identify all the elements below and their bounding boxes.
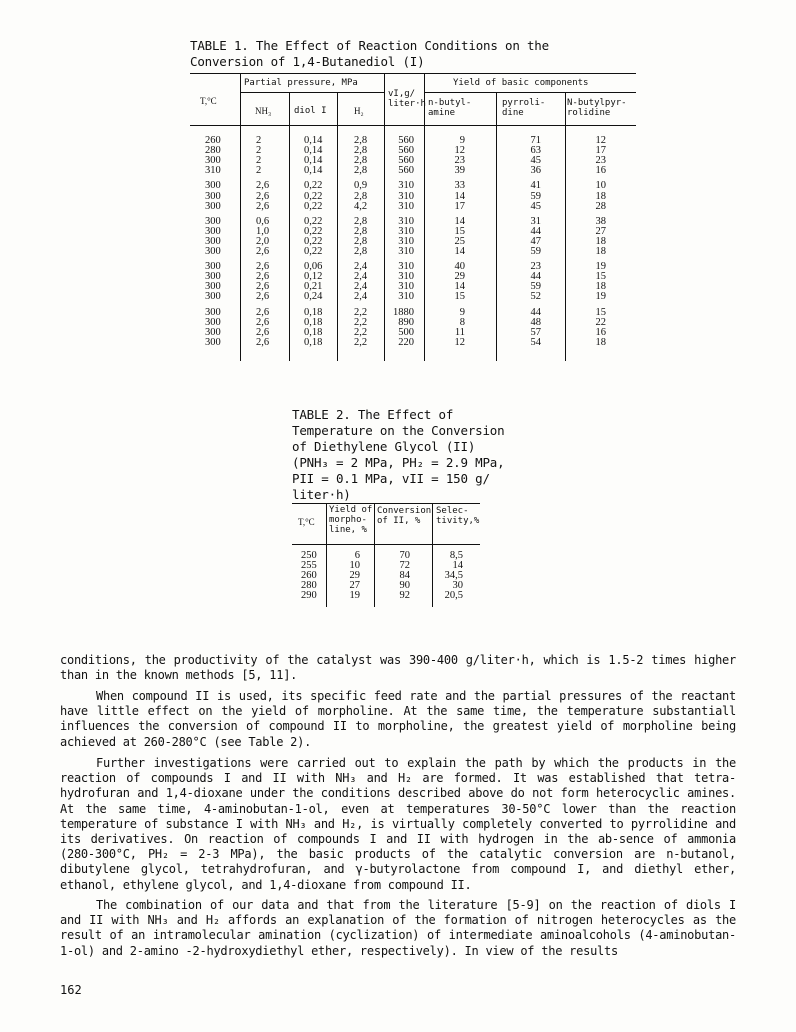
t1-cell: 2,8	[354, 135, 368, 146]
t1-header-nbutylpyrrolidine-l2: rolidine	[567, 108, 611, 118]
t2-cell: 70	[399, 550, 410, 561]
t1-cell: 2	[256, 135, 262, 146]
t2-cell: 6	[354, 550, 360, 561]
t1-cell: 300	[205, 200, 221, 212]
table2-caption-line: TABLE 2. The Effect of	[292, 407, 454, 422]
t1-cell: 560	[398, 145, 414, 157]
t1-cell: 560	[398, 135, 414, 146]
t1-cell: 2,6	[256, 200, 270, 212]
t2-header-conversion-l1: Conversion	[377, 506, 432, 516]
t1-cell: 11	[454, 326, 465, 338]
t1-cell: 17	[595, 145, 606, 157]
t1-cell: 25	[454, 235, 465, 247]
t1-cell: 9	[459, 135, 465, 146]
t1-cell: 15	[454, 291, 465, 303]
t1-cell: 2,6	[256, 246, 270, 257]
t1-cell: 38	[595, 215, 606, 227]
t1-cell: 1,0	[256, 225, 270, 237]
t1-cell: 23	[530, 261, 541, 273]
table2-top-rule	[292, 503, 480, 504]
t1-header-nbutylamine-l2: amine	[428, 108, 456, 118]
t2-header-selectivity	[436, 506, 479, 526]
t1-cell: 0,9	[354, 180, 368, 192]
paragraph-3: Further investigations were carried out to explain the path by which the products in the reaction of compounds I and II with NH₃ and H₂ are formed. It was established that tetra-hydrofuran and 1,4-dioxane under the conditions described above do not form heterocyclic amines. At the same time, 4-aminobutan-1-ol, even at temperatures 30-50°C lower than the reaction temperature of substance I with NH₃ and H₂, is virtually completely converted to pyrrolidine and its derivatives. On reaction of compounds I and II with hydrogen in the ab-sence of ammonia (280-300°C, PH₂ = 2-3 MPa), the basic products of the catalytic conversion are n-butanol, dibutylene glycol, tetrahydrofuran, and γ-butyrolactone from compound I, and diethyl ether, ethanol, ethylene glycol, and 1,4-dioxane from compound II.	[60, 756, 736, 892]
paragraph-2: When compound II is used, its specific feed rate and the partial pressures of the reactant have little effect on the yield of morpholine. At the same time, the temperature substantiall influences the conversion of compound II to morpholine, the greatest yield of morpholine being achieved at 260-280°C (see Table 2).	[60, 689, 736, 749]
t1-cell: 2,6	[256, 190, 270, 202]
table1-vline	[240, 73, 241, 361]
t2-header-yield-l3: line, %	[329, 525, 367, 535]
t2-cell: 14	[452, 560, 463, 572]
t1-cell: 15	[595, 306, 606, 318]
paragraph-1: conditions, the productivity of the catalyst was 390-400 g/liter·h, which is 1.5-2 times higher than in the known methods [5, 11].	[60, 653, 736, 683]
t1-cell: 310	[205, 165, 221, 177]
t1-cell: 310	[398, 261, 414, 273]
t1-cell: 57	[530, 326, 541, 338]
t1-cell: 12	[454, 336, 465, 348]
t1-cell: 2,2	[354, 326, 368, 338]
t1-cell: 19	[595, 291, 606, 303]
t1-cell: 500	[398, 326, 414, 338]
table2-caption-line: PII = 0.1 MPa, vII = 150 g/	[292, 471, 490, 486]
page-number: 162	[60, 983, 82, 997]
t1-cell: 41	[530, 180, 541, 192]
t1-cell: 2,0	[256, 235, 270, 247]
t1-cell: 0,18	[304, 316, 323, 328]
t1-cell: 14	[454, 215, 465, 227]
table1-vline	[289, 92, 290, 361]
t1-cell: 0,22	[304, 200, 323, 212]
t1-cell: 300	[205, 281, 221, 293]
t1-cell: 0,18	[304, 336, 323, 348]
t1-cell: 0,22	[304, 215, 323, 227]
t1-cell: 310	[398, 291, 414, 303]
t1-cell: 300	[205, 180, 221, 192]
t1-cell: 280	[205, 145, 221, 157]
t1-cell: 15	[454, 225, 465, 237]
t1-cell: 300	[205, 155, 221, 167]
t2-cell: 280	[301, 580, 317, 592]
t1-cell: 44	[530, 271, 541, 283]
t1-cell: 890	[398, 316, 414, 328]
t1-cell: 0,14	[304, 145, 323, 157]
t1-cell: 310	[398, 246, 414, 257]
t1-cell: 18	[595, 281, 606, 293]
t1-header-yield: Yield of basic components	[453, 78, 589, 88]
table2-caption-line: liter·h)	[292, 487, 351, 502]
t1-header-partial-pressure: Partial pressure, MPa	[244, 78, 358, 88]
t1-cell: 2,8	[354, 246, 368, 257]
t2-cell: 29	[349, 570, 360, 582]
t1-cell: 2	[256, 145, 262, 157]
t2-cell: 92	[399, 590, 410, 602]
t1-header-pyrrolidine-l1: pyrroli-	[502, 98, 546, 108]
t2-cell: 8,5	[449, 550, 463, 561]
t1-cell: 2,6	[256, 291, 270, 303]
t1-cell: 39	[454, 165, 465, 177]
t1-cell: 63	[530, 145, 541, 157]
t1-cell: 59	[530, 246, 541, 257]
t1-cell: 22	[595, 316, 606, 328]
t1-cell: 2,4	[354, 261, 368, 273]
t1-cell: 23	[595, 155, 606, 167]
t1-cell: 59	[530, 281, 541, 293]
t1-cell: 2,6	[256, 271, 270, 283]
t1-cell: 19	[595, 261, 606, 273]
t1-cell: 2,2	[354, 316, 368, 328]
t1-cell: 0,21	[304, 281, 323, 293]
table2-header-rule	[292, 544, 480, 545]
t1-cell: 59	[530, 190, 541, 202]
t1-cell: 300	[205, 246, 221, 257]
t1-header-nbutylpyrrolidine-l1: N-butylpyr-	[567, 98, 627, 108]
t2-header-selectivity-l1: Selec-	[436, 506, 469, 516]
t1-cell: 2,6	[256, 281, 270, 293]
t1-cell: 310	[398, 225, 414, 237]
t2-header-yield-l1: Yield of	[329, 505, 373, 515]
t2-cell: 72	[399, 560, 410, 572]
t1-cell: 2,8	[354, 235, 368, 247]
t1-header-nbutylamine	[428, 98, 471, 118]
t1-cell: 2,2	[354, 306, 368, 318]
t1-cell: 31	[530, 215, 541, 227]
t2-cell: 255	[301, 560, 317, 572]
t1-cell: 220	[398, 336, 414, 348]
t2-header-conversion	[377, 506, 431, 526]
t1-cell: 300	[205, 291, 221, 303]
table1-top-rule	[190, 73, 636, 74]
t1-cell: 4,2	[354, 200, 368, 212]
t1-cell: 27	[595, 225, 606, 237]
t2-header-conversion-l2: of II, %	[377, 516, 421, 526]
t1-cell: 40	[454, 261, 465, 273]
t1-header-pyrrolidine	[502, 98, 545, 118]
t1-cell: 23	[454, 155, 465, 167]
t1-cell: 2,6	[256, 316, 270, 328]
t1-header-feed-rate-l2: liter·h	[388, 99, 426, 109]
t1-cell: 310	[398, 200, 414, 212]
t1-cell: 2,8	[354, 190, 368, 202]
t1-cell: 10	[595, 180, 606, 192]
t1-cell: 36	[530, 165, 541, 177]
t1-cell: 0,14	[304, 135, 323, 146]
t1-header-nh3: NH₃	[255, 106, 272, 116]
t1-cell: 0,18	[304, 306, 323, 318]
t1-cell: 16	[595, 165, 606, 177]
t2-cell: 30	[452, 580, 463, 592]
t1-cell: 16	[595, 326, 606, 338]
t2-header-temp: T,°C	[298, 517, 315, 527]
t2-header-yield-l2: morpho-	[329, 515, 367, 525]
t1-cell: 0,22	[304, 180, 323, 192]
t1-cell: 29	[454, 271, 465, 283]
t1-cell: 2,4	[354, 281, 368, 293]
t1-cell: 300	[205, 190, 221, 202]
t1-cell: 2,6	[256, 336, 270, 348]
t1-cell: 71	[530, 135, 541, 146]
t1-cell: 45	[530, 200, 541, 212]
t1-header-diol: diol I	[294, 106, 327, 116]
table1-header-rule	[190, 125, 636, 126]
t1-cell: 560	[398, 165, 414, 177]
t1-cell: 1880	[393, 306, 414, 318]
t1-cell: 310	[398, 271, 414, 283]
t1-cell: 9	[459, 306, 465, 318]
t1-cell: 2,6	[256, 261, 270, 273]
table1-vline	[496, 92, 497, 361]
t1-cell: 300	[205, 235, 221, 247]
t2-header-selectivity-l2: tivity,%	[436, 516, 480, 526]
t1-cell: 300	[205, 271, 221, 283]
table2-caption-line: of Diethylene Glycol (II)	[292, 439, 476, 454]
table2-caption-line: (PNH₃ = 2 MPa, PH₂ = 2.9 MPa,	[292, 455, 505, 470]
t1-cell: 2,8	[354, 145, 368, 157]
t1-cell: 8	[459, 316, 465, 328]
t2-cell: 250	[301, 550, 317, 561]
paragraph-4: The combination of our data and that from the literature [5-9] on the reaction of diols I and II with NH₃ and H₂ affords an explanation of the formation of nitrogen heterocycles as the result of an intramolecular amination (cyclization) of intermediate aminoalcohols (4-aminobutan-1-ol) and 2-amino -2-hydroxydiethyl ether, respectively). In view of the results	[60, 898, 736, 958]
t1-cell: 15	[595, 271, 606, 283]
t1-cell: 14	[454, 190, 465, 202]
t1-cell: 0,24	[304, 291, 323, 303]
t1-cell: 0,22	[304, 225, 323, 237]
t1-cell: 2	[256, 165, 262, 177]
t2-cell: 90	[399, 580, 410, 592]
t2-cell: 27	[349, 580, 360, 592]
t2-cell: 19	[349, 590, 360, 602]
t1-cell: 2,8	[354, 225, 368, 237]
t1-header-feed-rate	[388, 89, 426, 109]
t1-cell: 0,22	[304, 246, 323, 257]
t1-cell: 300	[205, 225, 221, 237]
t1-cell: 44	[530, 225, 541, 237]
t1-cell: 0,18	[304, 326, 323, 338]
t1-cell: 0,14	[304, 165, 323, 177]
t1-cell: 52	[530, 291, 541, 303]
table1-subheader-rule	[240, 92, 384, 93]
t1-cell: 310	[398, 235, 414, 247]
t1-cell: 260	[205, 135, 221, 146]
t2-cell: 260	[301, 570, 317, 582]
table2-caption-line: Temperature on the Conversion	[292, 423, 505, 438]
t1-cell: 300	[205, 336, 221, 348]
table1-vline	[337, 92, 338, 361]
table1-caption-line1: TABLE 1. The Effect of Reaction Conditions on the	[190, 38, 549, 53]
t1-cell: 28	[595, 200, 606, 212]
t1-cell: 0,22	[304, 235, 323, 247]
t1-cell: 17	[454, 200, 465, 212]
t1-cell: 2,6	[256, 180, 270, 192]
t1-cell: 300	[205, 316, 221, 328]
t1-cell: 300	[205, 261, 221, 273]
t1-cell: 2,2	[354, 336, 368, 348]
t1-cell: 14	[454, 246, 465, 257]
t2-cell: 10	[349, 560, 360, 572]
t1-cell: 2,4	[354, 271, 368, 283]
t1-cell: 2,6	[256, 306, 270, 318]
t1-cell: 2,6	[256, 326, 270, 338]
t1-cell: 560	[398, 155, 414, 167]
t2-cell: 20,5	[444, 590, 463, 602]
t1-cell: 0,22	[304, 190, 323, 202]
t2-cell: 34,5	[444, 570, 463, 582]
table1-caption	[190, 38, 549, 70]
t1-cell: 45	[530, 155, 541, 167]
t1-cell: 2,8	[354, 155, 368, 167]
t1-cell: 54	[530, 336, 541, 348]
t1-cell: 44	[530, 306, 541, 318]
t1-cell: 0,14	[304, 155, 323, 167]
t1-cell: 33	[454, 180, 465, 192]
t1-cell: 12	[454, 145, 465, 157]
t1-cell: 18	[595, 235, 606, 247]
t1-cell: 310	[398, 180, 414, 192]
t1-cell: 47	[530, 235, 541, 247]
t1-cell: 310	[398, 281, 414, 293]
t1-cell: 2,8	[354, 215, 368, 227]
table1-caption-line2: Conversion of 1,4-Butanediol (I)	[190, 54, 425, 69]
t1-cell: 14	[454, 281, 465, 293]
t1-cell: 310	[398, 215, 414, 227]
t1-header-nbutylamine-l1: n-butyl-	[428, 98, 472, 108]
t1-cell: 18	[595, 336, 606, 348]
t2-cell: 84	[399, 570, 410, 582]
t1-cell: 48	[530, 316, 541, 328]
t1-cell: 12	[595, 135, 606, 146]
t1-cell: 300	[205, 215, 221, 227]
t1-header-feed-rate-l1: vI,g/	[388, 89, 416, 99]
t1-cell: 18	[595, 246, 606, 257]
t2-header-yield	[329, 505, 372, 535]
t1-header-nbutylpyrrolidine	[567, 98, 627, 118]
t1-cell: 0,6	[256, 215, 270, 227]
table2-caption	[292, 407, 522, 503]
t1-header-temp: T,°C	[200, 96, 217, 106]
t1-header-pyrrolidine-l2: dine	[502, 108, 524, 118]
table1-yield-rule	[424, 92, 636, 93]
t2-cell: 290	[301, 590, 317, 602]
t1-cell: 0,12	[304, 271, 323, 283]
t1-cell: 18	[595, 190, 606, 202]
t1-cell: 2	[256, 155, 262, 167]
t1-cell: 0,06	[304, 261, 323, 273]
t1-header-h2: H₂	[354, 106, 364, 116]
t1-cell: 2,8	[354, 165, 368, 177]
t1-cell: 300	[205, 306, 221, 318]
t1-cell: 310	[398, 190, 414, 202]
t1-cell: 2,4	[354, 291, 368, 303]
t1-cell: 300	[205, 326, 221, 338]
